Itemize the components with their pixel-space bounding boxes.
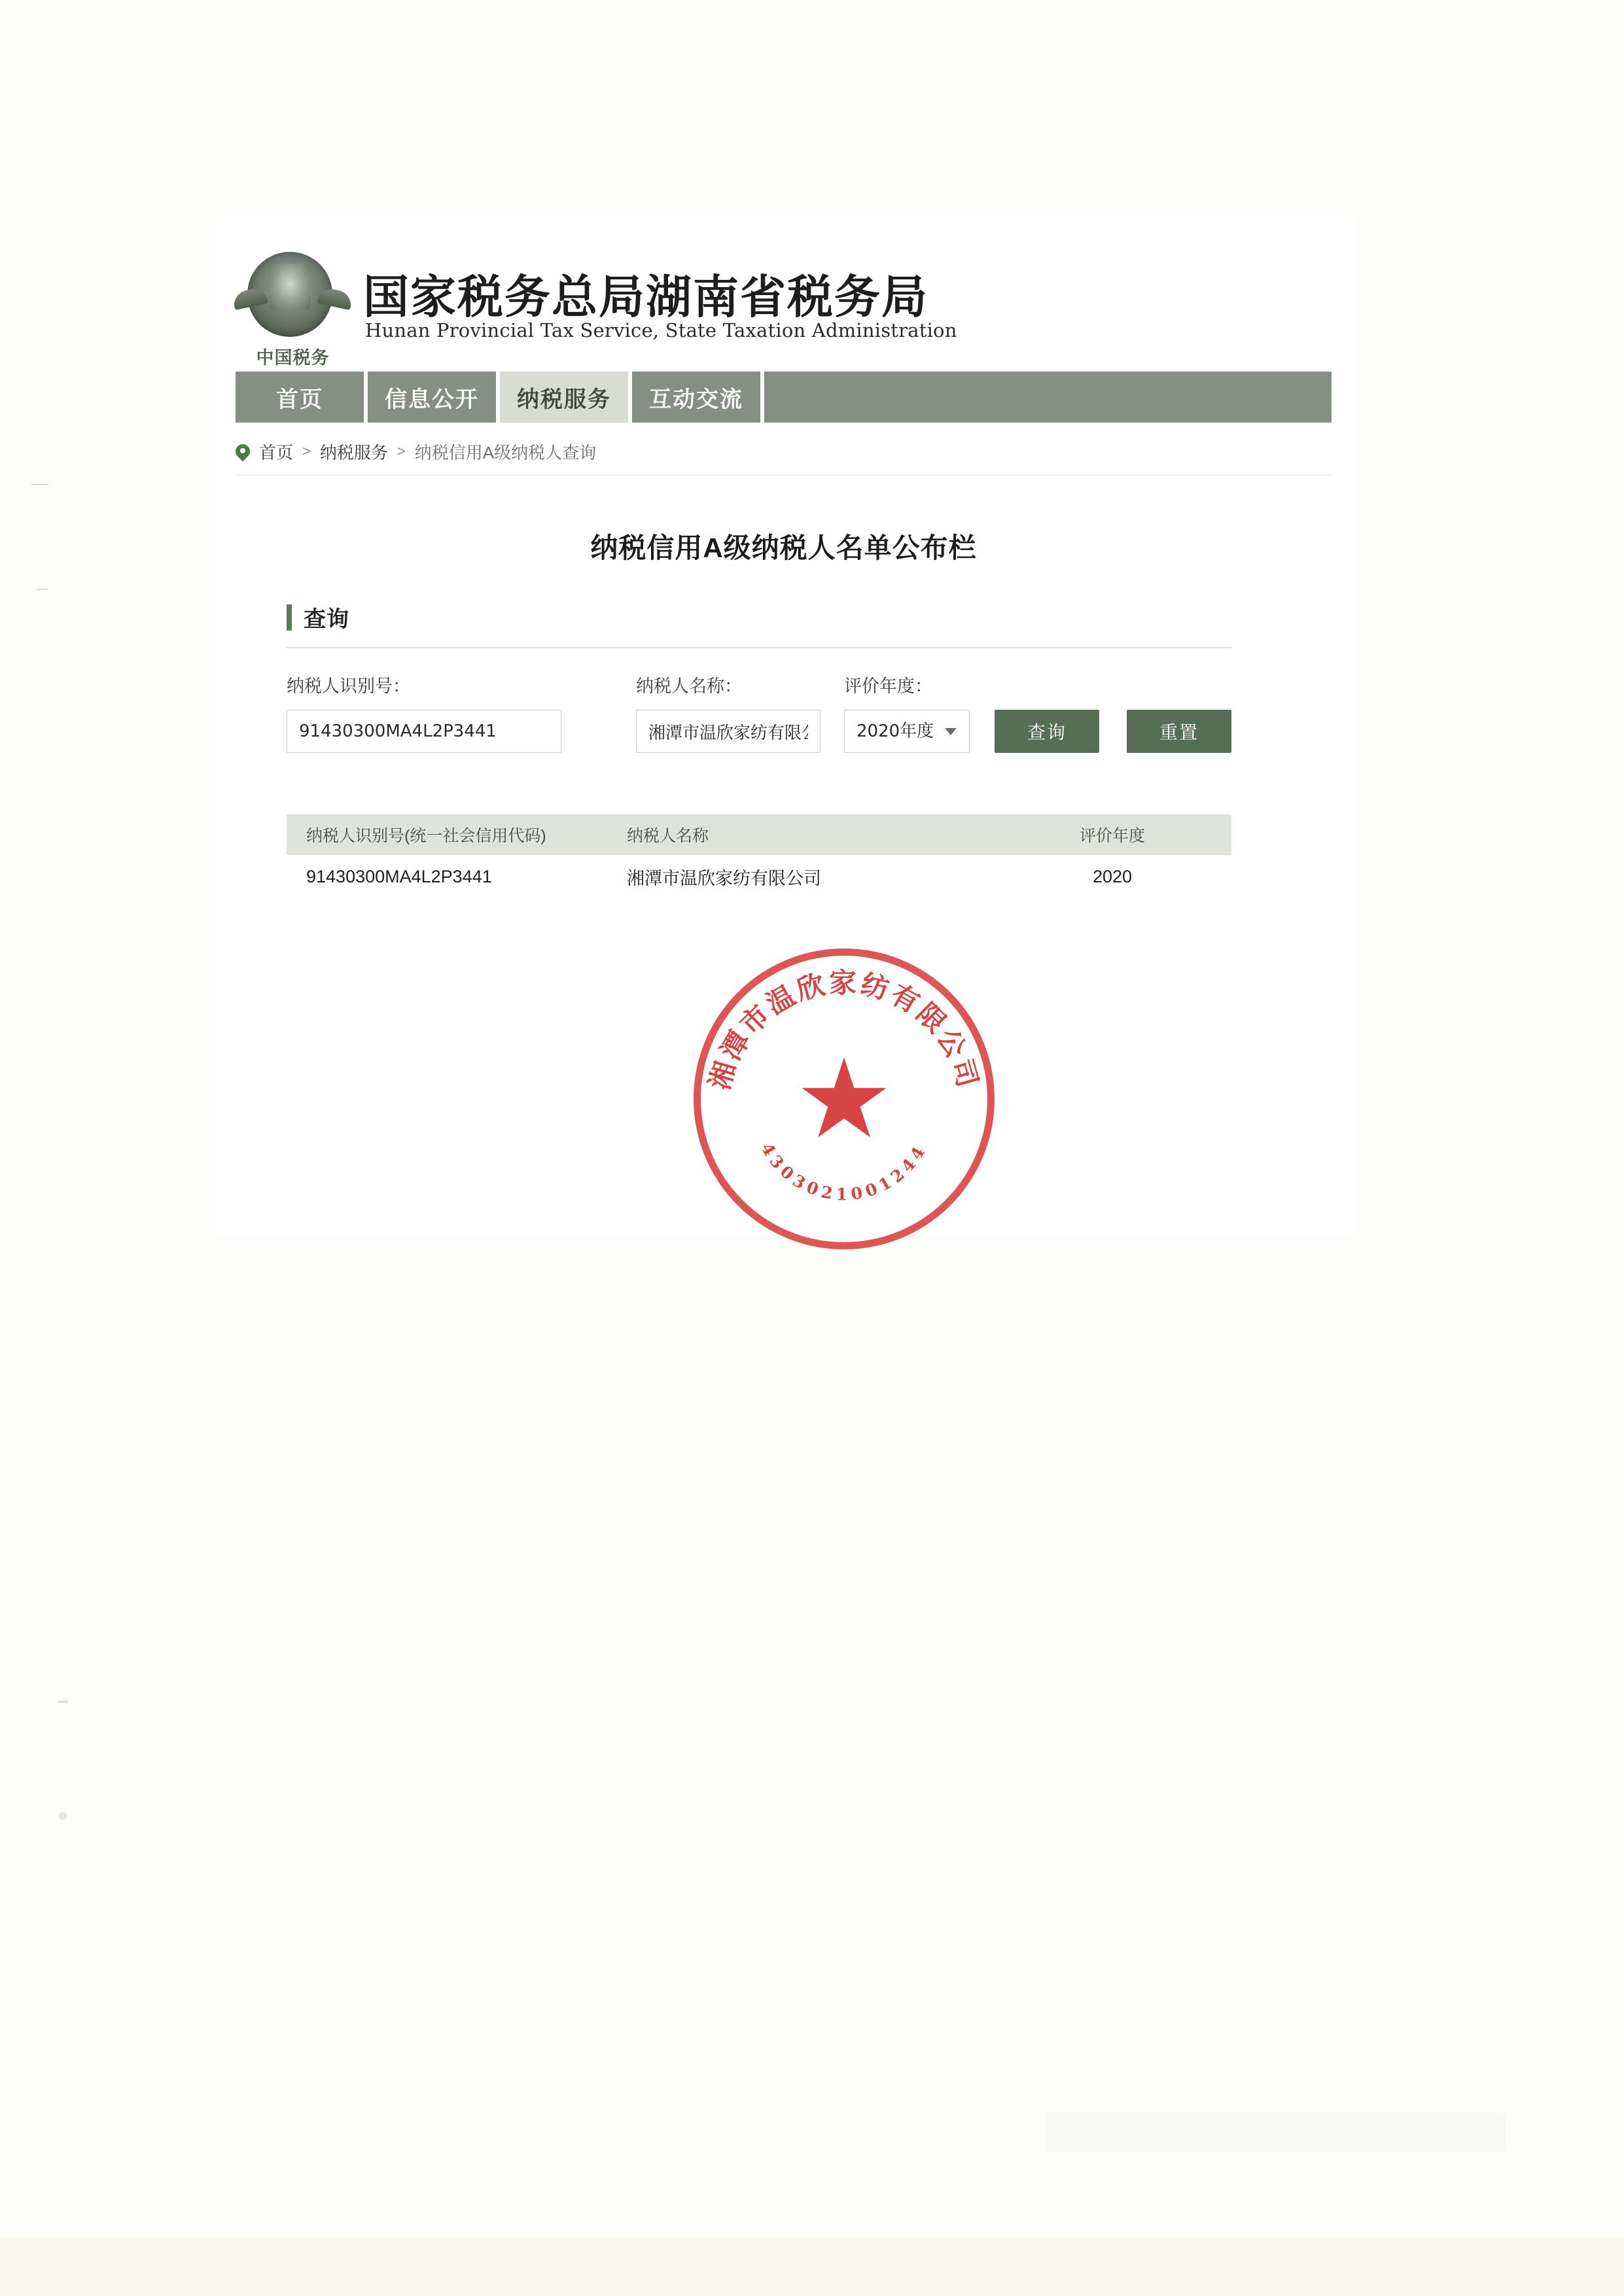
nav-item-information-disclosure[interactable]: 信息公开 <box>385 387 479 412</box>
taxpayer-name-input[interactable] <box>636 710 821 753</box>
scan-artifact <box>58 1701 68 1703</box>
breadcrumb-separator: > <box>302 443 311 459</box>
breadcrumb-item-current: 纳税信用A级纳税人查询 <box>414 442 597 462</box>
web-page-capture <box>216 216 1354 1236</box>
site-title-cn: 国家税务总局湖南省税务局 <box>363 270 928 324</box>
breadcrumb <box>236 432 596 471</box>
section-accent-bar <box>287 604 292 631</box>
cell-taxpayer-id: 91430300MA4L2P3441 <box>306 866 492 886</box>
reset-button[interactable]: 重置 <box>1127 710 1231 753</box>
breadcrumb-item-home[interactable]: 首页 <box>259 442 294 462</box>
search-button[interactable]: 查询 <box>995 710 1099 753</box>
scan-artifact <box>59 1812 67 1820</box>
column-header-taxpayer-id: 纳税人识别号(统一社会信用代码) <box>306 827 546 845</box>
location-pin-icon <box>236 444 250 459</box>
evaluation-year-select[interactable] <box>844 710 970 753</box>
main-navigation[interactable] <box>236 372 1332 423</box>
nav-item-interaction[interactable]: 互动交流 <box>649 387 743 412</box>
emblem-label: 中国税务 <box>256 348 330 368</box>
tax-emblem-icon <box>236 252 350 376</box>
seal-star-icon: ★ <box>794 1037 894 1160</box>
nav-filler <box>764 372 1332 423</box>
evaluation-year-select-wrap[interactable] <box>844 710 970 753</box>
scan-artifact <box>31 484 48 485</box>
site-title-en: Hunan Provincial Tax Service, State Taxation Administration <box>365 319 957 341</box>
results-table-header <box>287 814 1231 855</box>
seal-company-name: 湘潭市温欣家纺有限公司 <box>703 967 985 1094</box>
breadcrumb-separator: > <box>397 443 406 459</box>
taxpayer-id-input[interactable] <box>287 710 561 753</box>
seal-registration-number: 4303021001244 <box>757 1139 931 1204</box>
section-header <box>287 601 349 633</box>
page-title: 纳税信用A级纳税人名单公布栏 <box>590 532 977 563</box>
content-panel <box>236 475 1332 1175</box>
section-title: 查询 <box>304 607 349 632</box>
scan-artifact <box>37 589 48 590</box>
taxpayer-name-label: 纳税人名称： <box>636 676 742 696</box>
column-header-taxpayer-name: 纳税人名称 <box>627 827 709 845</box>
scan-artifact <box>0 2237 1624 2296</box>
cell-taxpayer-name: 湘潭市温欣家纺有限公司 <box>627 868 821 888</box>
taxpayer-id-label: 纳税人识别号： <box>287 676 410 696</box>
nav-item-tax-service[interactable]: 纳税服务 <box>500 372 628 423</box>
evaluation-year-label: 评价年度： <box>844 676 932 696</box>
column-header-evaluation-year: 评价年度 <box>1079 827 1145 845</box>
nav-item-home[interactable]: 首页 <box>276 387 323 412</box>
table-row <box>287 855 1231 898</box>
breadcrumb-item-tax-service[interactable]: 纳税服务 <box>319 442 388 462</box>
section-divider <box>287 647 1231 648</box>
cell-evaluation-year: 2020 <box>1092 866 1133 886</box>
scan-artifact <box>1047 2113 1505 2152</box>
